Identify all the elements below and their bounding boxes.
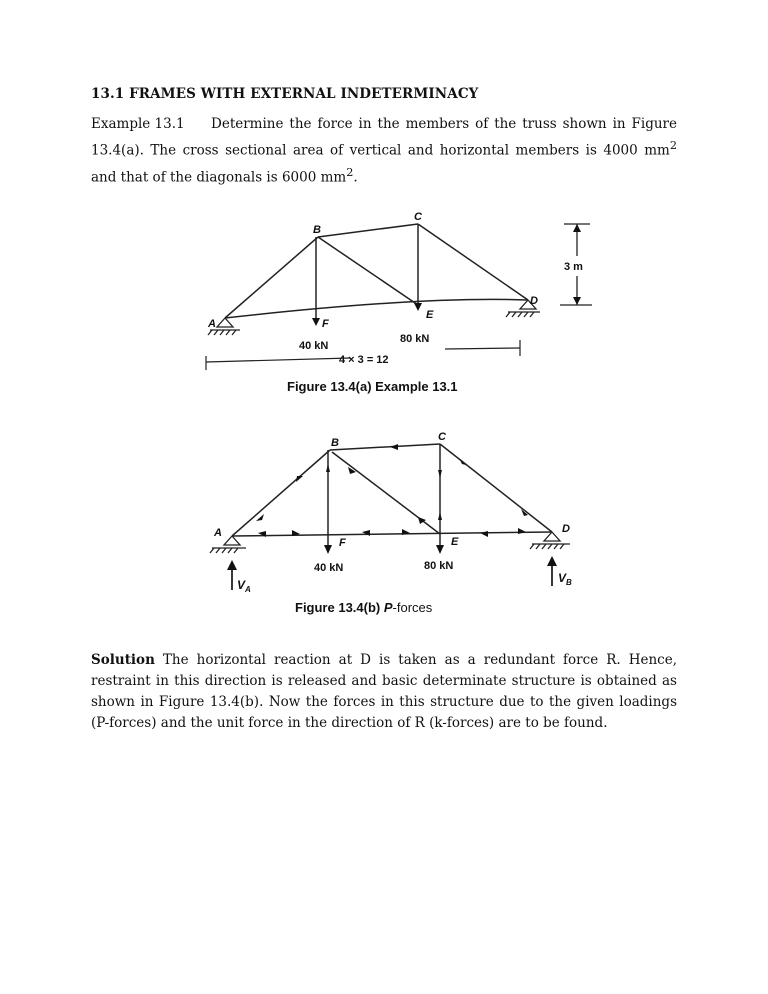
- example-text-a: Determine the force in the members of the truss shown in Figure 13.4(a). The cross sectional area of vertical and horizontal members is 4000 mm: [91, 116, 677, 159]
- height-label-a: 3 m: [564, 261, 583, 273]
- member-cd-b: [440, 444, 552, 532]
- member-be-b: [332, 452, 440, 534]
- load-arrow-f-b: [324, 545, 332, 554]
- node-e-b: E: [451, 536, 459, 548]
- section-heading: 13.1 FRAMES WITH EXTERNAL INDETERMINACY: [91, 86, 479, 102]
- node-e-a: E: [426, 309, 434, 321]
- reaction-arrow-a-b: [227, 560, 237, 570]
- caption-a: Figure 13.4(a) Example 13.1: [287, 379, 458, 394]
- node-d-a: D: [530, 295, 538, 307]
- node-c-a: C: [414, 211, 422, 223]
- example-sup-2: 2: [346, 165, 354, 179]
- load-e-label-b: 80 kN: [424, 560, 454, 572]
- member-force-arrows-b: [256, 444, 528, 537]
- span-label-a: 4 × 3 = 12: [339, 354, 389, 366]
- load-f-label-a: 40 kN: [299, 340, 329, 352]
- example-text-c: .: [353, 169, 358, 185]
- node-b-a: B: [313, 224, 321, 236]
- member-bc-b: [330, 444, 440, 450]
- node-f-a: F: [322, 318, 329, 330]
- caption-b: Figure 13.4(b) P-forces: [295, 600, 433, 615]
- node-f-b: F: [339, 537, 346, 549]
- bottom-chord-b: [232, 532, 552, 536]
- node-a-a: A: [208, 318, 216, 330]
- load-arrow-e-b: [436, 545, 444, 554]
- load-f-label-b: 40 kN: [314, 562, 344, 574]
- node-c-b: C: [438, 431, 446, 443]
- solution-paragraph: [91, 650, 677, 734]
- example-sup-1: 2: [669, 139, 677, 152]
- node-b-b: B: [331, 437, 339, 449]
- example-text-b: and that of the diagonals is 6000 mm: [91, 169, 347, 185]
- node-d-b: D: [562, 523, 570, 535]
- reaction-a-label-b: $V_A$: [237, 578, 251, 594]
- load-e-label-a: 80 kN: [400, 333, 430, 345]
- example-label: Example 13.1: [91, 116, 185, 132]
- solution-label: Solution: [91, 652, 155, 668]
- solution-text: The horizontal reaction at D is taken as a redundant force R. Hence, restraint in this direction is released and basic determinate structure is obtained as shown in Figure 13.4(b). Now the forces in this structure due to the given loadings (P-forces) and the unit force in the direction of R (k-forces) are to be found.: [91, 652, 677, 731]
- member-ab-b: [232, 450, 330, 536]
- node-a-b: A: [214, 527, 222, 539]
- reaction-arrow-d-b: [547, 556, 557, 566]
- reaction-b-label-b: $V_B$: [558, 571, 572, 587]
